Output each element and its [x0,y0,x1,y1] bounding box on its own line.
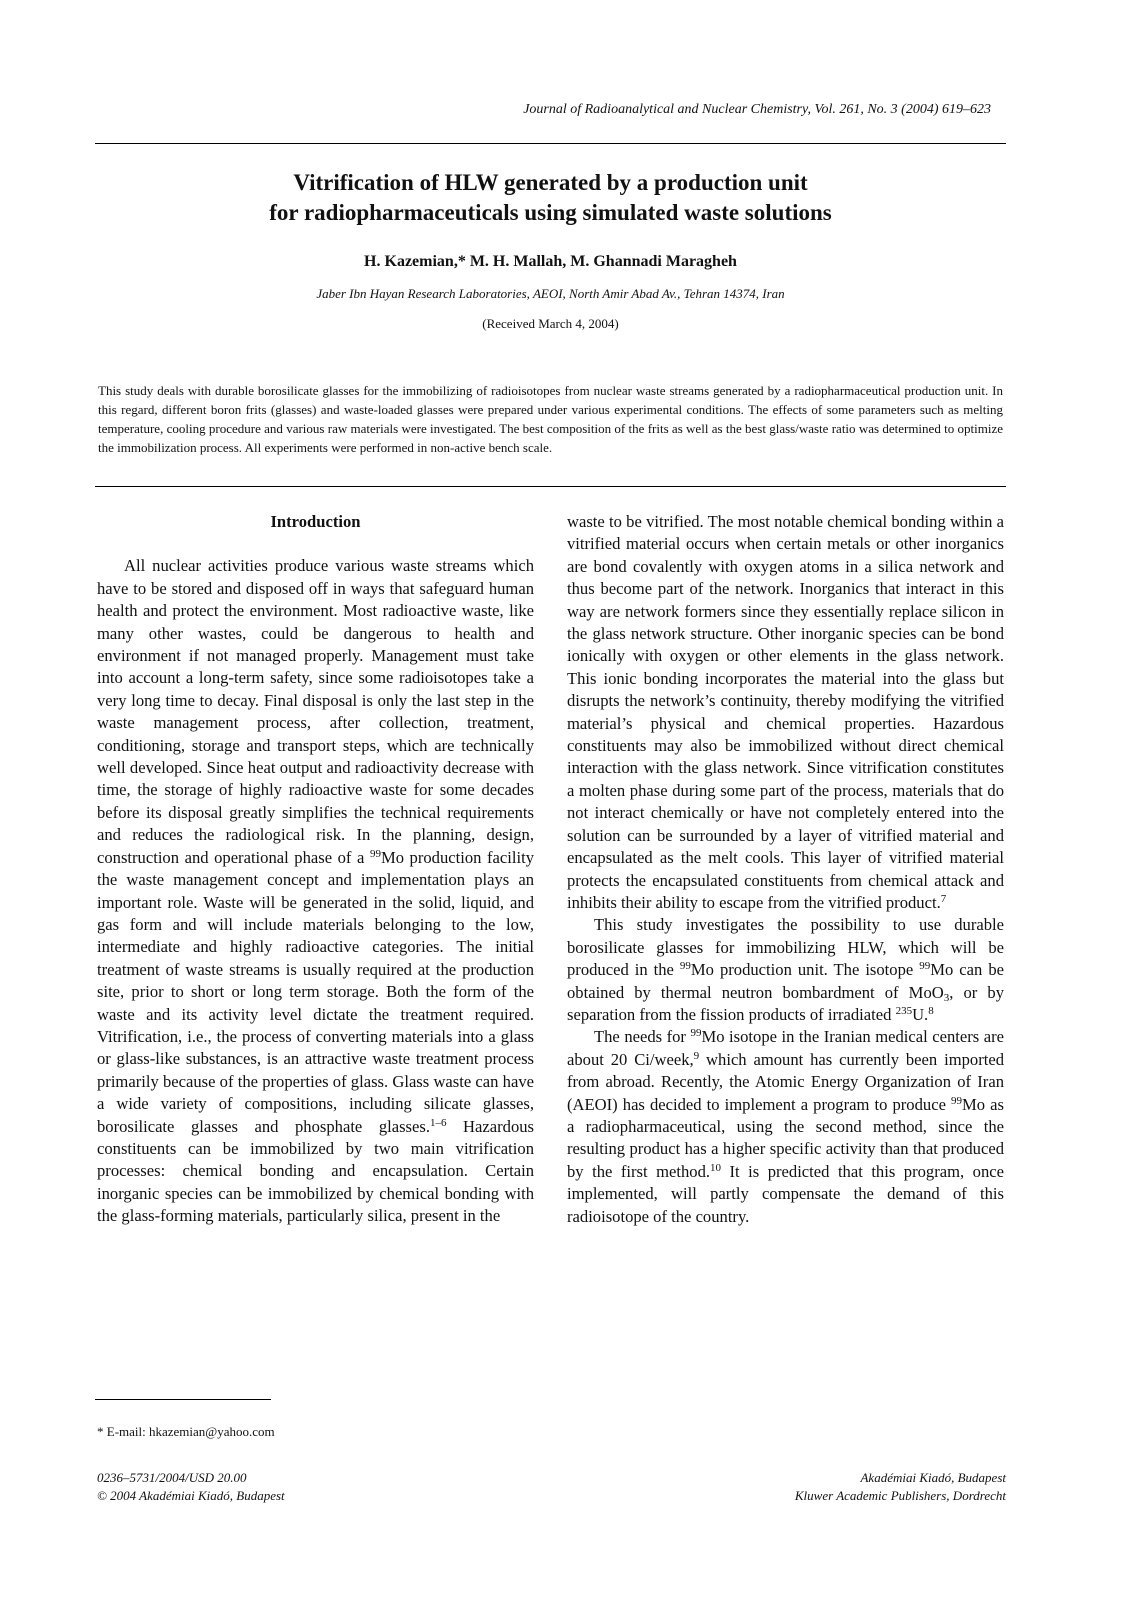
author-list: H. Kazemian,* M. H. Mallah, M. Ghannadi Maragheh [364,253,737,270]
abstract: This study deals with durable borosilicate glasses for the immobilizing of radioisotopes from nuclear waste streams generated by a radiopharmaceutical production unit. In this regard, different boron frits (glasses) and waste-loaded glasses were prepared under various experimental conditions. The effects of some parameters such as melting temperature, cooling procedure and various raw materials were investigated. The best composition of the frits as well as the best glass/waste ratio was determined to optimize the immobilization process. All experiments were performed in non-active bench scale. [98,383,1003,455]
received-date: (Received March 4, 2004) [482,316,619,331]
intro-paragraph-1-continued: waste to be vitrified. The most notable chemical bonding within a vitrified material occurs when certain metals or other inorganics are bond covalently with oxygen atoms in a silica network and thus become part of the network. Inorganics that interact in this way are network formers since they essentially replace silicon in the glass network structure. Other inorganic species can be bond ionically with oxygen or other elements in the glass network. This ionic bonding incorporates the material into the glass but disrupts the network’s continuity, thereby modifying the vitrified material’s physical and chemical properties. Hazardous constituents may also be immobilized without direct chemical interaction with the glass network. Since vitrification constitutes a molten phase during some part of the process, materials that do not interact chemically or have not completely entered into the solution can be surrounded by a layer of vitrified material and encapsulated as the melt cools. This layer of vitrified material protects the encapsulated constituents from chemical attack and inhibits their ability to escape from the vitrified product.$^7$ [567,512,1004,912]
section-heading-introduction: Introduction [270,512,361,531]
title-line-1: Vitrification of HLW generated by a production unit [293,170,808,195]
intro-paragraph-1: All nuclear activities produce various waste streams which have to be stored and disposed off in ways that safeguard human health and protect the environment. Most radioactive waste, like many other wastes, could be dangerous to health and environment if not managed properly. Management must take into account a long-term safety, since some radioisotopes take a very long time to decay. Final disposal is only the last step in the waste management process, after collection, treatment, conditioning, storage and transport steps, which are technically well developed. Since heat output and radioactivity decrease with time, the storage of highly radioactive waste for some decades before its disposal greatly simplifies the technical requirements and reduces the radiological risk. In the planning, design, construction and operational phase of a $^{99}$Mo production facility the waste management concept and implementation plays an important role. Waste will be generated in the solid, liquid, and gas form and will include materials belonging to the low, intermediate and highly radioactive categories. The initial treatment of waste streams is usually required at the production site, prior to short or long term storage. Both the form of the waste and its activity level dictate the treatment required. Vitrification, i.e., the process of converting materials into a glass or glass-like substances, is an attractive waste treatment process primarily because of the properties of glass. Glass waste can have a wide variety of compositions, including silicate glasses, borosilicate glasses and phosphate glasses.$^{1-6}$ Hazardous constituents can be immobilized by two main vitrification processes: chemical bonding and encapsulation. Certain inorganic species can be immobilized by chemical bonding with the glass-forming materials, particularly silica, present in the [97,556,534,1226]
intro-paragraph-2: This study investigates the possibility to use durable borosilicate glasses for immobilizing HLW, which will be produced in the $^{99}$Mo production unit. The isotope $^{99}$Mo can be obtained by thermal neutron bombardment of MoO$_3$, or by separation from the fission products of irradiated $^{235}$U.$^8$ [567,915,1004,1024]
article-title [95,168,1006,228]
issn-price: 0236–5731/2004/USD 20.00 [97,1470,247,1485]
publisher-2: Kluwer Academic Publishers, Dordrecht [794,1488,1006,1503]
footnote-rule [95,1399,271,1400]
intro-paragraph-3: The needs for $^{99}$Mo isotope in the Iranian medical centers are about 20 Ci/week,$^9$ which amount has currently been imported from abroad. Recently, the Atomic Energy Organization of Iran (AEOI) has decided to implement a program to produce $^{99}$Mo as a radiopharmaceutical, using the second method, since the resulting product has a higher specific activity than that produced by the first method.$^{10}$ It is predicted that this program, once implemented, will partly compensate the demand of this radioisotope of the country. [567,1027,1005,1226]
publisher-1: Akadémiai Kiadó, Budapest [860,1470,1006,1485]
title-line-2: for radiopharmaceuticals using simulated waste solutions [269,200,832,225]
left-column [97,511,534,1228]
copyright: © 2004 Akadémiai Kiadó, Budapest [97,1488,285,1503]
right-column [567,511,1004,1228]
footer-left [97,1469,285,1505]
abstract-rule [95,486,1006,487]
affiliation: Jaber Ibn Hayan Research Laboratories, AEOI, North Amir Abad Av., Tehran 14374, Iran [316,286,785,301]
author-email-footnote: * E-mail: hkazemian@yahoo.com [97,1424,275,1439]
header-rule [95,143,1006,144]
footer-right [795,1469,1006,1505]
journal-citation-header: Journal of Radioanalytical and Nuclear Chemistry, Vol. 261, No. 3 (2004) 619–623 [523,102,991,117]
